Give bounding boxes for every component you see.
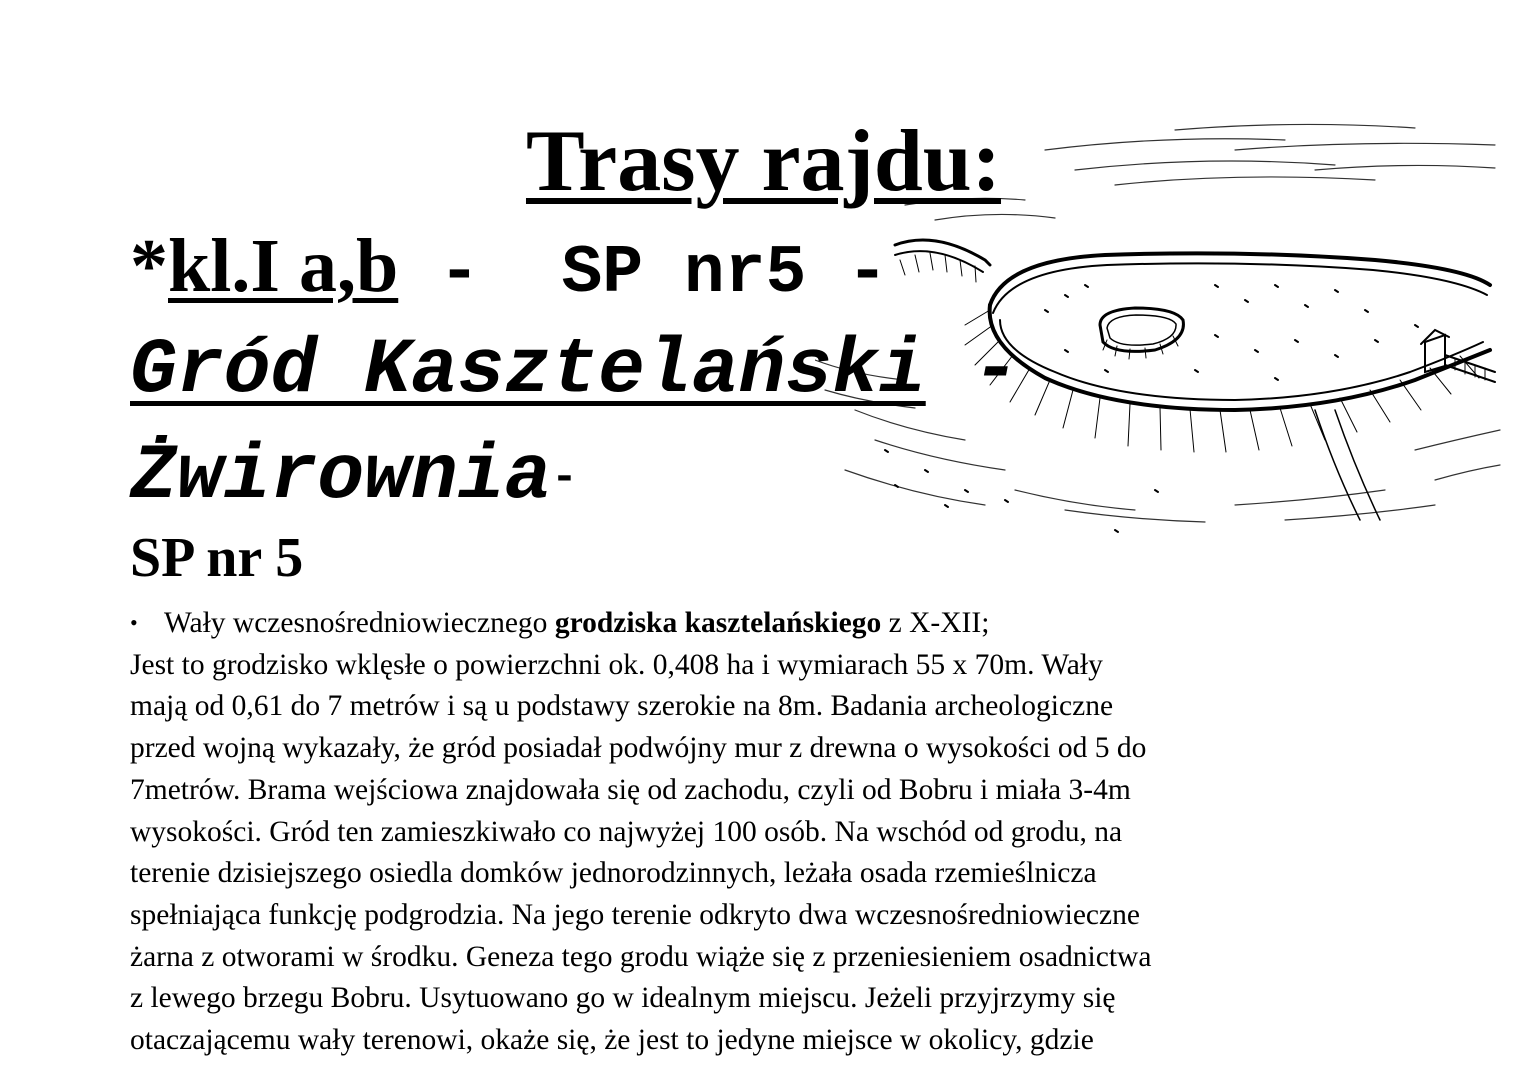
route-stop-1 — [130, 327, 1020, 415]
body-line: 7metrów. Brama wejściowa znajdowała się od zachodu, czyli od Bobru i miała 3-4m — [130, 773, 1131, 806]
bullet-item — [130, 602, 1430, 645]
route-end: SP nr 5 — [130, 527, 304, 589]
body-line: Jest to grodzisko wklęsłe o powierzchni ok. 0,408 ha i wymiarach 55 x 70m. Wały — [130, 648, 1103, 681]
route-start: - SP nr5 - — [398, 235, 888, 312]
class-label: kl.I a,b — [168, 224, 399, 308]
body-line: przed wojną wykazały, że gród posiadał podwójny mur z drewna o wysokości od 5 do — [130, 732, 1147, 765]
bullet-post: z X-XII; — [881, 607, 990, 639]
body-line: spełniająca funkcję podgrodzia. Na jego terenie odkryto dwa wczesnośredniowieczne — [130, 898, 1140, 931]
route-class-line — [130, 224, 888, 312]
stop-zwirownia: Żwirownia — [130, 433, 552, 521]
page-title — [0, 113, 1527, 210]
stop-dash: - — [925, 327, 1020, 415]
body-line: wysokości. Gród ten zamieszkiwało co najwyżej 100 osób. Na wschód od grodu, na — [130, 815, 1123, 848]
body-line: mają od 0,61 do 7 metrów i są u podstawy szerokie na 8m. Badania archeologiczne — [130, 690, 1114, 723]
body-line: z lewego brzegu Bobru. Usytuowano go w idealnym miejscu. Jeżeli przyjrzymy się — [130, 982, 1116, 1015]
body-line: terenie dzisiejszego osiedla domków jednorodzinnych, leżała osada rzemieślnicza — [130, 857, 1097, 890]
bullet-bold: grodziska kasztelańskiego — [554, 607, 882, 639]
stop-grod: Gród Kasztelański — [130, 327, 926, 415]
body-line: żarna z otworami w środku. Geneza tego grodu wiąże się z przeniesieniem osadnictwa — [130, 940, 1152, 973]
bullet-icon: • — [130, 610, 138, 635]
title-text: Trasy rajdu: — [525, 113, 1002, 210]
body-line: otaczającemu wały terenowi, okaże się, że jest to jedyne miejsce w okolicy, gdzie — [130, 1024, 1094, 1057]
route-stop-2 — [130, 433, 578, 521]
bullet-pre: Wały wczesnośredniowiecznego — [164, 607, 555, 639]
star-mark: * — [130, 224, 168, 308]
description-body — [130, 602, 1430, 1062]
stop-dash-2: - — [551, 453, 578, 503]
